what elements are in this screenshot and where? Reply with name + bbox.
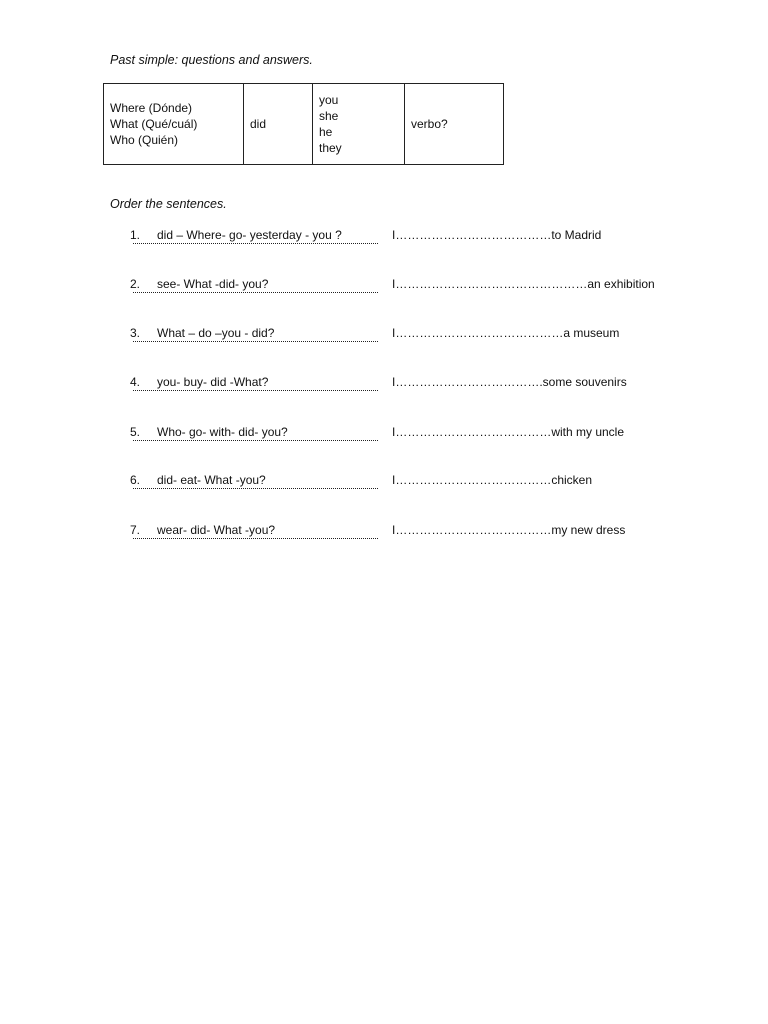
question-word: What (Qué/cuál): [110, 117, 198, 131]
answer-prompt: I……………………………….some souvenirs: [392, 375, 627, 389]
main-verb: verbo?: [411, 117, 448, 131]
subject-pronoun: she: [319, 109, 339, 123]
exercise-question: [130, 277, 268, 291]
scrambled-words: Who- go- with- did- you?: [157, 425, 288, 439]
worksheet-title: Past simple: questions and answers.: [110, 53, 313, 67]
exercise-question: [130, 473, 266, 487]
scrambled-words: wear- did- What -you?: [157, 523, 276, 537]
answer-prompt: I…………………………………chicken: [392, 473, 593, 487]
answer-prompt: I…………………………………………an exhibition: [392, 277, 655, 291]
auxiliary-cell: [244, 84, 313, 165]
answer-line[interactable]: [133, 440, 378, 441]
subjects-cell: [313, 84, 405, 165]
auxiliary-verb: did: [250, 117, 267, 131]
exercise-question: [130, 425, 288, 439]
answer-line[interactable]: [133, 292, 378, 293]
answer-prompt: I…………………………………with my uncle: [392, 425, 625, 439]
question-word: Who (Quién): [110, 133, 179, 147]
exercise-question: [130, 375, 268, 389]
question-words-cell: [104, 84, 244, 165]
scrambled-words: What – do –you - did?: [157, 326, 275, 340]
exercise-number: 1.: [130, 228, 141, 242]
exercise-question: [130, 228, 342, 242]
exercise-number: 2.: [130, 277, 141, 291]
answer-line[interactable]: [133, 341, 378, 342]
grammar-table: [103, 83, 504, 165]
exercise-number: 5.: [130, 425, 141, 439]
exercise-number: 6.: [130, 473, 141, 487]
subject-pronoun: you: [319, 93, 339, 107]
answer-line[interactable]: [133, 243, 378, 244]
answer-prompt: I…………………………………to Madrid: [392, 228, 602, 242]
exercise-number: 4.: [130, 375, 141, 389]
exercise-question: [130, 326, 274, 340]
scrambled-words: did – Where- go- yesterday - you ?: [157, 228, 342, 242]
subject-pronoun: they: [319, 141, 342, 155]
exercise-number: 7.: [130, 523, 141, 537]
exercise-question: [130, 523, 275, 537]
scrambled-words: did- eat- What -you?: [157, 473, 266, 487]
scrambled-words: see- What -did- you?: [157, 277, 269, 291]
verb-cell: [405, 84, 504, 165]
section-title: Order the sentences.: [110, 197, 227, 211]
scrambled-words: you- buy- did -What?: [157, 375, 269, 389]
answer-line[interactable]: [133, 390, 378, 391]
subject-pronoun: he: [319, 125, 333, 139]
answer-line[interactable]: [133, 488, 378, 489]
answer-line[interactable]: [133, 538, 378, 539]
answer-prompt: I…………………………………my new dress: [392, 523, 626, 537]
answer-prompt: I……………………………………a museum: [392, 326, 620, 340]
question-word: Where (Dónde): [110, 101, 193, 115]
exercise-number: 3.: [130, 326, 141, 340]
